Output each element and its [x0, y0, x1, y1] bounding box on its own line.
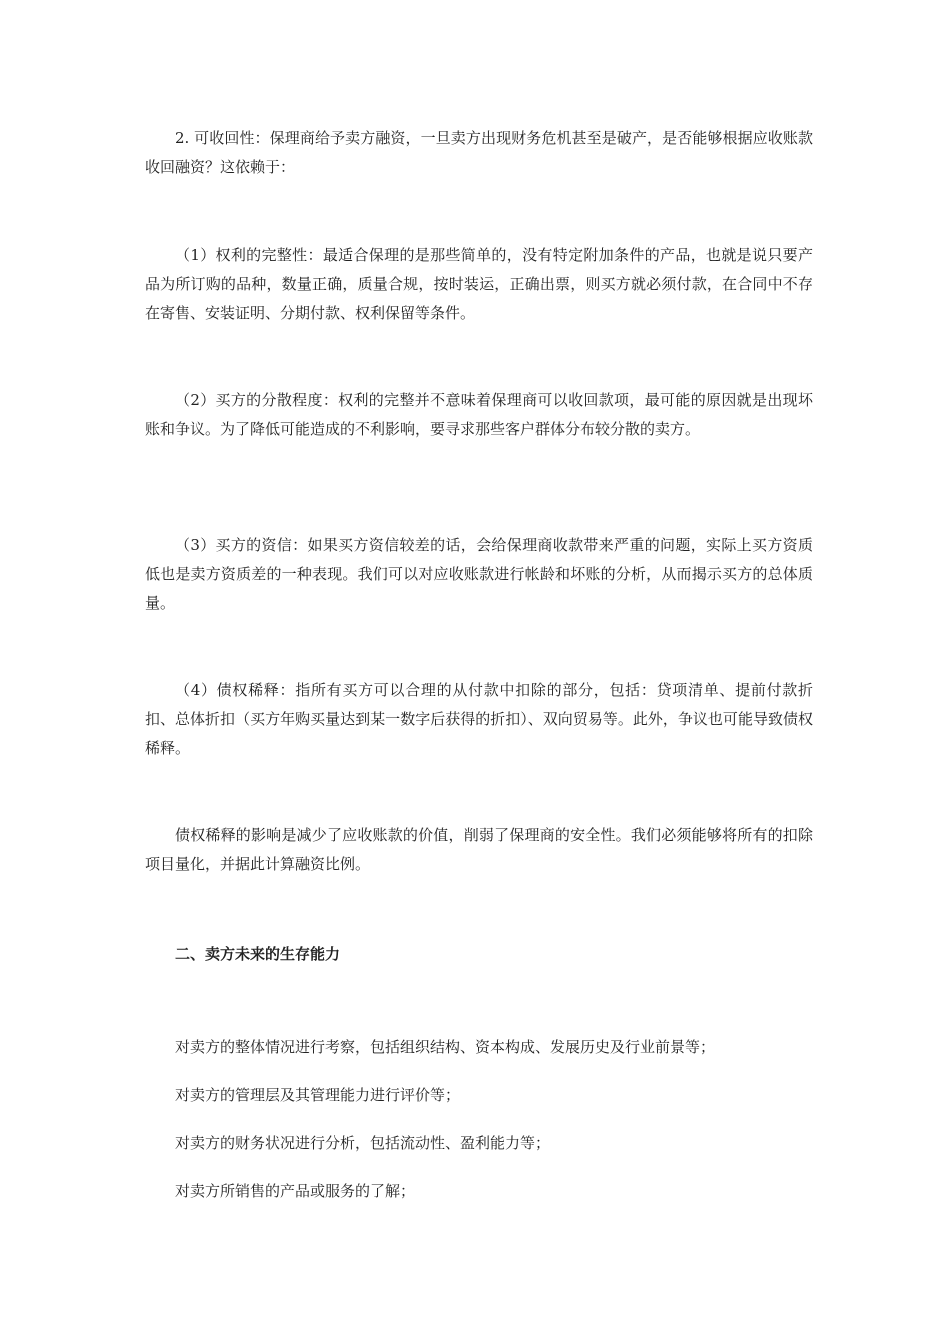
paragraph-buyer-credit: （3）买方的资信：如果买方资信较差的话，会给保理商收款带来严重的问题，实际上买方资质低也是卖方资质差的一种表现。我们可以对应收账款进行帐龄和坏账的分析，从而揭示买方的总体质量。: [145, 536, 813, 612]
paragraph-buyer-dispersion: （2）买方的分散程度：权利的完整并不意味着保理商可以收回款项，最可能的原因就是出现坏账和争议。为了降低可能造成的不利影响，要寻求那些客户群体分布较分散的卖方。: [145, 391, 813, 438]
list-item: 对卖方所销售的产品或服务的了解；: [175, 1182, 416, 1200]
section-heading: 二、卖方未来的生存能力: [175, 945, 341, 963]
paragraph-recoverability: 2. 可收回性：保理商给予卖方融资，一旦卖方出现财务危机甚至是破产，是否能够根据应收账款收回融资？这依赖于：: [145, 129, 813, 176]
list-item: 对卖方的整体情况进行考察，包括组织结构、资本构成、发展历史及行业前景等；: [175, 1038, 716, 1056]
paragraph-debt-dilution: （4）债权稀释：指所有买方可以合理的从付款中扣除的部分，包括：贷项清单、提前付款折扣、总体折扣（买方年购买量达到某一数字后获得的折扣）、双向贸易等。此外，争议也可能导致债权稀释。: [145, 681, 813, 757]
list-item: 对卖方的管理层及其管理能力进行评价等；: [175, 1086, 461, 1104]
paragraph-rights-integrity: （1）权利的完整性：最适合保理的是那些简单的，没有特定附加条件的产品，也就是说只要产品为所订购的品种，数量正确，质量合规，按时装运，正确出票，则买方就必须付款，在合同中不存在寄售、安装证明、分期付款、权利保留等条件。: [145, 246, 813, 322]
paragraph-dilution-impact: 债权稀释的影响是减少了应收账款的价值，削弱了保理商的安全性。我们必须能够将所有的扣除项目量化，并据此计算融资比例。: [145, 826, 813, 873]
list-item: 对卖方的财务状况进行分析，包括流动性、盈利能力等；: [175, 1134, 551, 1152]
